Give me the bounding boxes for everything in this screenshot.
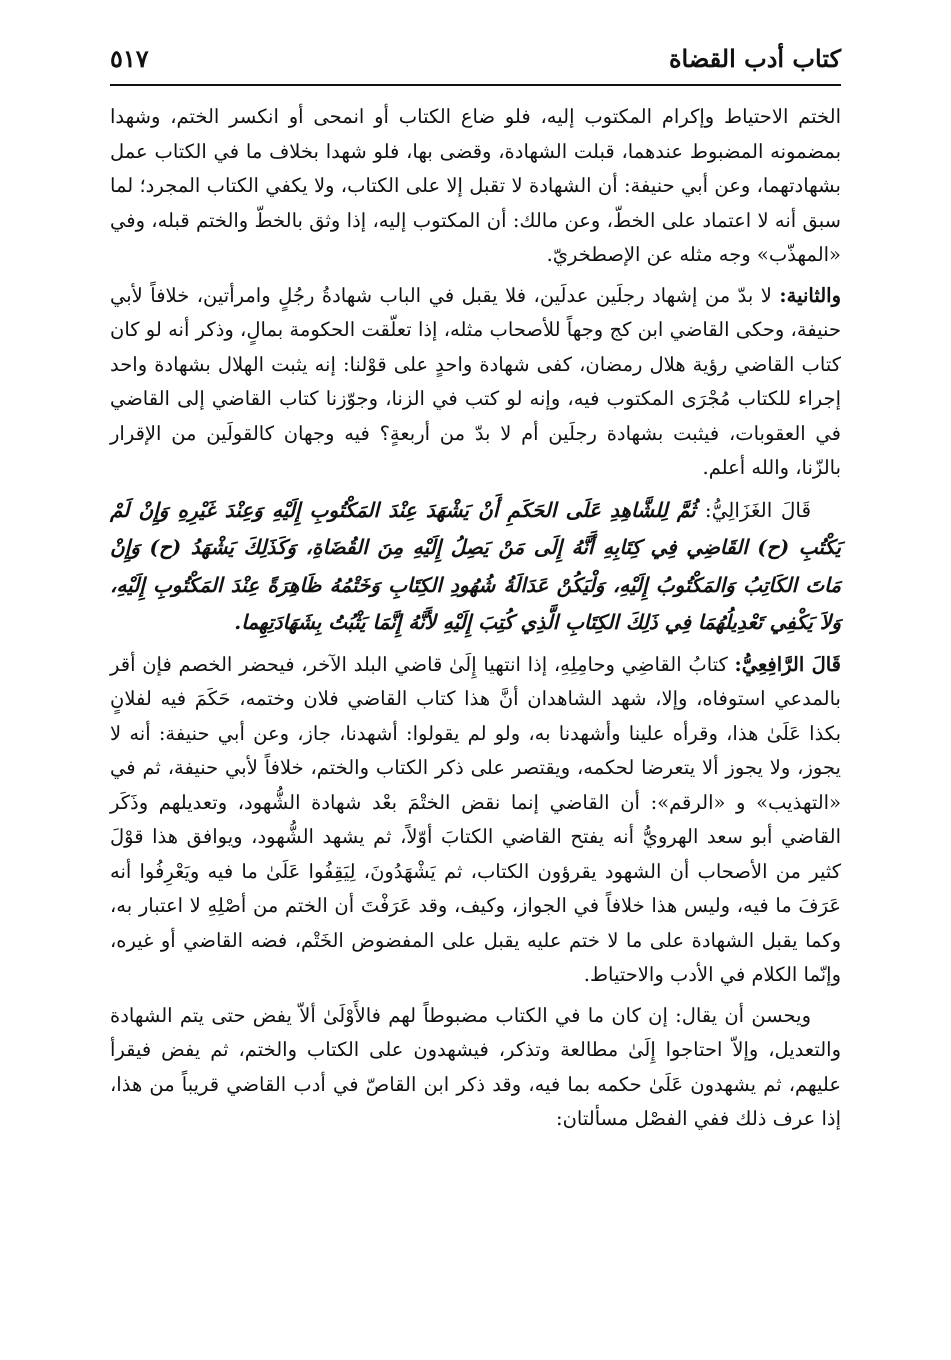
paragraph-lead: قَالَ الغَزَالِيُّ: xyxy=(704,497,812,522)
paragraph-2 xyxy=(110,279,841,486)
paragraph-3-ghazali-quote xyxy=(110,492,841,642)
running-title: كتاب أدب القضاة xyxy=(668,44,841,73)
paragraph-text: ثُمَّ لِلشَّاهِدِ عَلَى الحَكَمِ أَنْ يَشْهَدَ عِنْدَ المَكْتُوبِ إِلَيْهِ وَعِنْدَ غَيْرِهِ وَإِنْ لَمْ يَكْتُبِ (ح) القَاضِي فِي كِتَابِهِ أَنَّهُ إِلَى مَنْ يَصِلُ إِلَيْهِ مِنَ القُضَاةِ، وَكَذَلِكَ يَشْهَدُ (ح) وَإِنْ مَاتَ الكَاتِبُ وَالمَكْتُوبُ إِلَيْهِ، وَلْيَكُنْ عَدَالَةُ شُهُودِ الكِتَابِ وَخَتْمُهُ ظَاهِرَةً عِنْدَ المَكْتُوبِ إِلَيْهِ، وَلاَ يَكْفِي تَعْدِيلُهُمَا فِي ذَلِكَ الكِتَابِ الَّذِي كُتِبَ إِلَيْهِ لأَنَّهُ إِنَّمَا يَثْبُتُ بِشَهَادَتِهِما. xyxy=(110,497,841,634)
page-number: ٥١٧ xyxy=(110,44,149,73)
paragraph-5 xyxy=(110,999,841,1137)
paragraph-lead: والثانية: xyxy=(779,283,841,307)
body-text xyxy=(110,100,841,1141)
paragraph-lead: قَالَ الرَّافِعِيُّ: xyxy=(734,652,842,676)
paragraph-text: الختم الاحتياط وإكرام المكتوب إليه، فلو ضاع الكتاب أو انمحى أو انكسر الختم، وشهدا بمضمونه المضبوط عندهما، قبلت الشهادة، وقضى بها، فلو شهدا بخلاف ما في الكتاب عمل بشهادتهما، وعن أبي حنيفة: أن الشهادة لا تقبل إلا على الكتاب، ولا يكفي الكتاب المجرد؛ لما سبق أنه لا اعتماد على الخطّ، وعن مالك: أن المكتوب إليه، إذا وثق بالخطّ والختم قبله، وفي «المهذّب» وجه مثله عن الإصطخريّ. xyxy=(110,105,841,266)
paragraph-text: كتابُ القاضِي وحامِلِهِ، إذا انتهيا إِلَىٰ قاضي البلد الآخر، فيحضر الخصم فإن أقر بالمدعي استوفاه، وإلا، شهد الشاهدان أنَّ هذا كتاب القاضي فلان وختمه، حَكَمَ فيه لفلانٍ بكذا عَلَىٰ هذا، وقرأه علينا وأشهدنا به، ولو لم يقولوا: أشهدنا، جاز، وعن أبي حنيفة: أنه لا يجوز، ولا يجوز ألا يتعرضا لحكمه، ويقتصر على ذكر الكتاب والختم، خلافاً لأبي حنيفة، ثم في «التهذيب» و «الرقم»: أن القاضي إنما نقض الختْمَ بعْد شهادة الشُّهود، وتعديلهم وذَكَر القاضي أبو سعد الهرويُّ أنه يفتح القاضي الكتابَ أوّلاً، ثم يشهد الشُّهود، ويوافق هذا قوْلَ كثير من الأصحاب أن الشهود يقرؤون الكتاب، ثم يَشْهَدُونَ، لِيَقِفُوا عَلَىٰ ما فيه ويَعْرِفُوا أنه عَرَفَ ما فيه، وليس هذا خلافاً في الجواز، وكيف، وقد عَرَفْتَ أن الختم من أصْلِهِ لا اعتبار به، وكما يقبل الشهادة على ما لا ختم عليه يقبل على المفضوض الخَتْم، فضه القاضي أو غيره، وإنّما الكلام في الأدب والاحتياط. xyxy=(110,652,841,986)
page-header xyxy=(110,40,841,86)
paragraph-text: ويحسن أن يقال: إن كان ما في الكتاب مضبوطاً لهم فالأَوْلَىٰ ألاّ يفض حتى يتم الشهادة والتعديل، وإلاّ احتاجوا إِلَىٰ مطالعة وتذكر، فيشهدون على الكتاب والختم، ثم يفض فيقرأ عليهم، ثم يشهدون عَلَىٰ حكمه بما فيه، وقد ذكر ابن القاصّ في أدب القاضي قريباً من هذا، إذا عرف ذلك ففي الفصْل مسألتان: xyxy=(110,1003,841,1130)
paragraph-4-rafii-commentary xyxy=(110,648,841,993)
paragraph-1 xyxy=(110,100,841,273)
paragraph-text: لا بدّ من إشهاد رجلَين عدلَين، فلا يقبل في الباب شهادةُ رجُلٍ وامرأتين، خلافاً لأبي حنيفة، وحكى القاضي ابن كج وجهاً للأصحاب مثله، إذا تعلّقت الحكومة بمالٍ، وذكر أنه لو كان كتاب القاضي رؤية هلال رمضان، كفى شهادة واحدٍ على قوْلنا: إنه يثبت الهلال بشهادة واحد إجراء للكتاب مُجْرَى المكتوب فيه، وإنه لو كتب في الزنا، وجوّزنا كتاب القاضي إلى القاضي في العقوبات، فيثبت بشهادة رجلَين أم لا بدّ من أربعةٍ؟ فيه وجهان كالقولَين من الإقرار بالزّنا، والله أعلم. xyxy=(110,283,841,479)
